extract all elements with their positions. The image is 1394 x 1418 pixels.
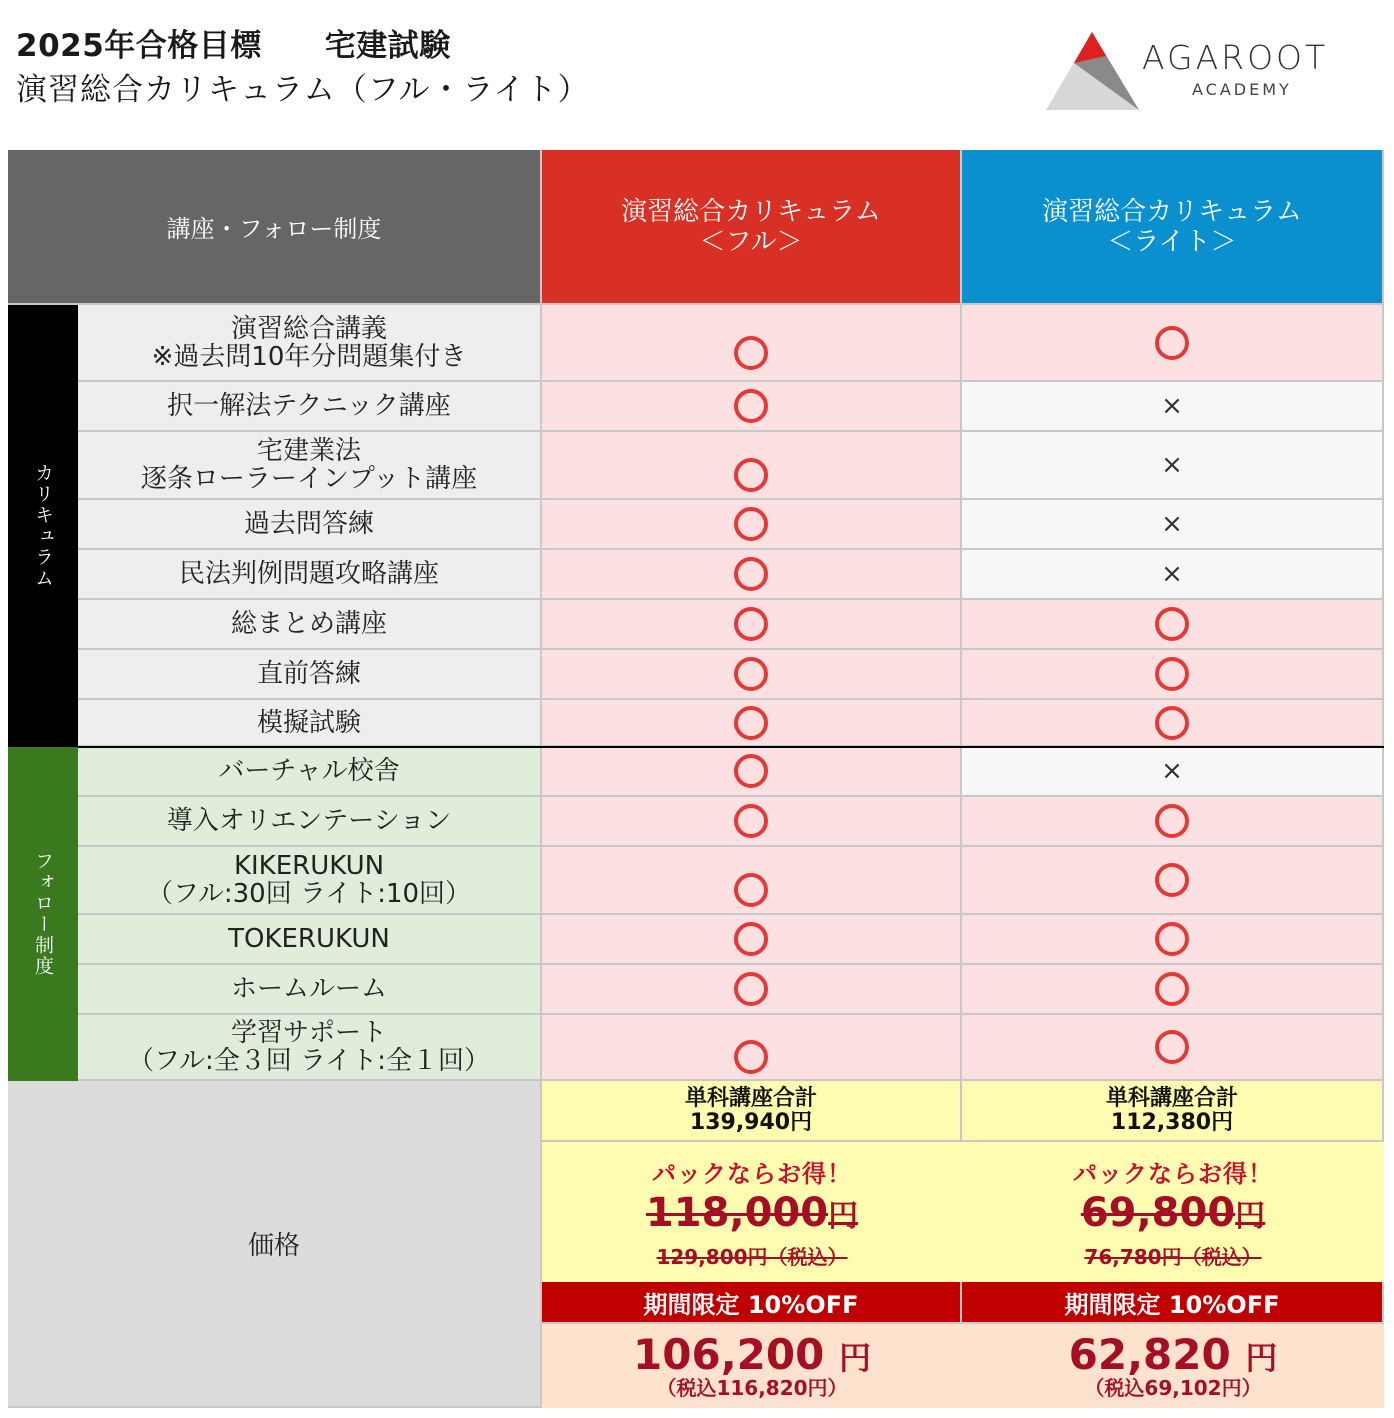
lite-availability-cell (962, 847, 1384, 915)
course-note: （フル:30回 ライト:10回） (146, 879, 472, 909)
course-name-cell (78, 550, 542, 600)
included-circle-icon (734, 804, 768, 838)
lite-final-number: 62,820 (1068, 1330, 1231, 1380)
full-final-amount (633, 1330, 871, 1380)
logo-subtitle: ACADEMY (1192, 80, 1292, 99)
logo-wordmark: AGAROOT (1142, 38, 1329, 77)
lite-availability-cell (962, 500, 1384, 550)
lite-pack-price (962, 1142, 1384, 1282)
lite-availability-cell (962, 305, 1384, 382)
course-name: 学習サポート (230, 1018, 387, 1048)
lite-availability-cell (962, 797, 1384, 847)
course-name: 過去問答練 (243, 509, 374, 539)
course-name: ホームルーム (230, 974, 387, 1004)
page-subtitle: 演習総合カリキュラム（フル・ライト） (16, 72, 590, 108)
included-circle-icon (734, 336, 768, 370)
included-circle-icon (734, 754, 768, 788)
lite-availability-cell (962, 650, 1384, 700)
header-lite-plan (962, 150, 1384, 305)
header-lite-title: 演習総合カリキュラム (1042, 196, 1302, 227)
full-sum-label: 単科講座合計 (684, 1085, 817, 1111)
course-name-cell (78, 700, 542, 747)
agaroot-logo (1044, 30, 1374, 115)
full-availability-cell (542, 305, 962, 382)
header-full-variant: ＜フル＞ (699, 226, 803, 257)
full-availability-cell (542, 797, 962, 847)
lite-pack-yen: 円 (1235, 1199, 1266, 1234)
included-circle-icon (734, 972, 768, 1006)
included-circle-icon (734, 507, 768, 541)
lite-final-amount (1068, 1330, 1278, 1380)
course-name: TOKERUKUN (228, 924, 390, 954)
full-deal-text: パックならお得！ (652, 1160, 852, 1188)
included-circle-icon (1155, 804, 1189, 838)
course-name: 択一解法テクニック講座 (167, 391, 451, 421)
lite-final-yen: 円 (1245, 1339, 1278, 1378)
included-circle-icon (1155, 922, 1189, 956)
full-availability-cell (542, 600, 962, 650)
section-divider (78, 746, 1384, 748)
course-name-cell (78, 650, 542, 700)
course-name-cell (78, 747, 542, 797)
course-note: （フル:全３回 ライト:全１回） (128, 1046, 490, 1076)
included-circle-icon (1155, 863, 1189, 897)
course-name-cell (78, 797, 542, 847)
included-circle-icon (734, 557, 768, 591)
logo-triangle-icon (1044, 30, 1140, 115)
full-limited-offer: 期間限定 10%OFF (542, 1282, 962, 1324)
lite-availability-cell (962, 915, 1384, 965)
lite-availability-cell (962, 550, 1384, 600)
full-availability-cell (542, 847, 962, 915)
included-circle-icon (734, 873, 768, 907)
category-follow (8, 747, 78, 1081)
lite-availability-cell (962, 382, 1384, 432)
lite-limited-offer: 期間限定 10%OFF (962, 1282, 1384, 1324)
lite-final-price (962, 1324, 1384, 1408)
full-pack-yen: 円 (828, 1199, 859, 1234)
full-final-price (542, 1324, 962, 1408)
lite-pack-amount (1081, 1189, 1265, 1241)
included-circle-icon (734, 706, 768, 740)
header-lite-variant: ＜ライト＞ (1107, 226, 1237, 257)
course-name-cell (78, 382, 542, 432)
included-circle-icon (1155, 326, 1189, 360)
not-included-cross-icon: × (1161, 509, 1183, 539)
course-note: 逐条ローラーインプット講座 (140, 464, 478, 494)
included-circle-icon (734, 922, 768, 956)
included-circle-icon (734, 657, 768, 691)
full-availability-cell (542, 747, 962, 797)
included-circle-icon (734, 389, 768, 423)
lite-availability-cell (962, 747, 1384, 797)
price-label: 価格 (8, 1081, 542, 1408)
course-name-cell (78, 847, 542, 915)
included-circle-icon (734, 1040, 768, 1074)
page-title: 2025年合格目標 宅建試験 (16, 28, 451, 64)
included-circle-icon (1155, 1030, 1189, 1064)
course-name: 民法判例問題攻略講座 (178, 559, 439, 589)
full-availability-cell (542, 382, 962, 432)
course-name: 模擬試験 (256, 707, 361, 738)
course-name-cell (78, 915, 542, 965)
lite-pack-tax: 76,780円（税込） (1084, 1245, 1262, 1269)
full-availability-cell (542, 500, 962, 550)
lite-availability-cell (962, 1015, 1384, 1081)
course-name-cell (78, 305, 542, 382)
full-availability-cell (542, 1015, 962, 1081)
included-circle-icon (734, 607, 768, 641)
full-availability-cell (542, 700, 962, 747)
included-circle-icon (734, 458, 768, 492)
course-name: 総まとめ講座 (230, 609, 387, 639)
full-final-yen: 円 (838, 1339, 871, 1378)
course-name: 演習総合講義 (230, 313, 387, 344)
full-final-tax: （税込116,820円） (656, 1375, 848, 1400)
included-circle-icon (1155, 657, 1189, 691)
full-pack-number: 118,000 (645, 1190, 829, 1236)
category-curriculum (8, 305, 78, 747)
lite-availability-cell (962, 600, 1384, 650)
lite-deal-text: パックならお得！ (1073, 1160, 1273, 1188)
included-circle-icon (1155, 706, 1189, 740)
course-name: バーチャル校舎 (218, 756, 400, 786)
course-note: ※過去問10年分問題集付き (151, 341, 467, 372)
header-full-title: 演習総合カリキュラム (621, 196, 881, 227)
full-availability-cell (542, 965, 962, 1015)
full-sum (542, 1081, 962, 1142)
course-name: 宅建業法 (256, 436, 361, 466)
not-included-cross-icon: × (1161, 559, 1183, 589)
category-curriculum-label: カリキュラム (32, 463, 54, 589)
lite-sum (962, 1081, 1384, 1142)
course-name-cell (78, 500, 542, 550)
header-full-plan (542, 150, 962, 305)
full-pack-amount (646, 1189, 858, 1241)
lite-availability-cell (962, 432, 1384, 500)
full-pack-price (542, 1142, 962, 1282)
lite-sum-value: 112,380円 (1110, 1109, 1234, 1135)
included-circle-icon (1155, 972, 1189, 1006)
full-sum-value: 139,940円 (689, 1109, 813, 1135)
lite-final-tax: （税込69,102円） (1084, 1375, 1262, 1400)
full-availability-cell (542, 550, 962, 600)
not-included-cross-icon: × (1161, 391, 1183, 421)
full-availability-cell (542, 432, 962, 500)
lite-availability-cell (962, 965, 1384, 1015)
lite-availability-cell (962, 700, 1384, 747)
course-name: 直前答練 (256, 659, 361, 689)
lite-sum-label: 単科講座合計 (1105, 1085, 1238, 1111)
category-follow-label: フォロー制度 (32, 851, 54, 977)
lite-pack-number: 69,800 (1080, 1190, 1236, 1236)
full-final-number: 106,200 (633, 1330, 825, 1380)
course-name-cell (78, 432, 542, 500)
not-included-cross-icon: × (1161, 450, 1183, 480)
course-name-cell (78, 1015, 542, 1081)
course-name: 導入オリエンテーション (166, 806, 452, 836)
header-courses: 講座・フォロー制度 (8, 150, 542, 305)
full-availability-cell (542, 915, 962, 965)
course-name-cell (78, 965, 542, 1015)
course-name: KIKERUKUN (233, 851, 385, 881)
full-pack-tax: 129,800円（税込） (656, 1245, 848, 1269)
full-availability-cell (542, 650, 962, 700)
not-included-cross-icon: × (1161, 756, 1183, 786)
course-name-cell (78, 600, 542, 650)
included-circle-icon (1155, 607, 1189, 641)
